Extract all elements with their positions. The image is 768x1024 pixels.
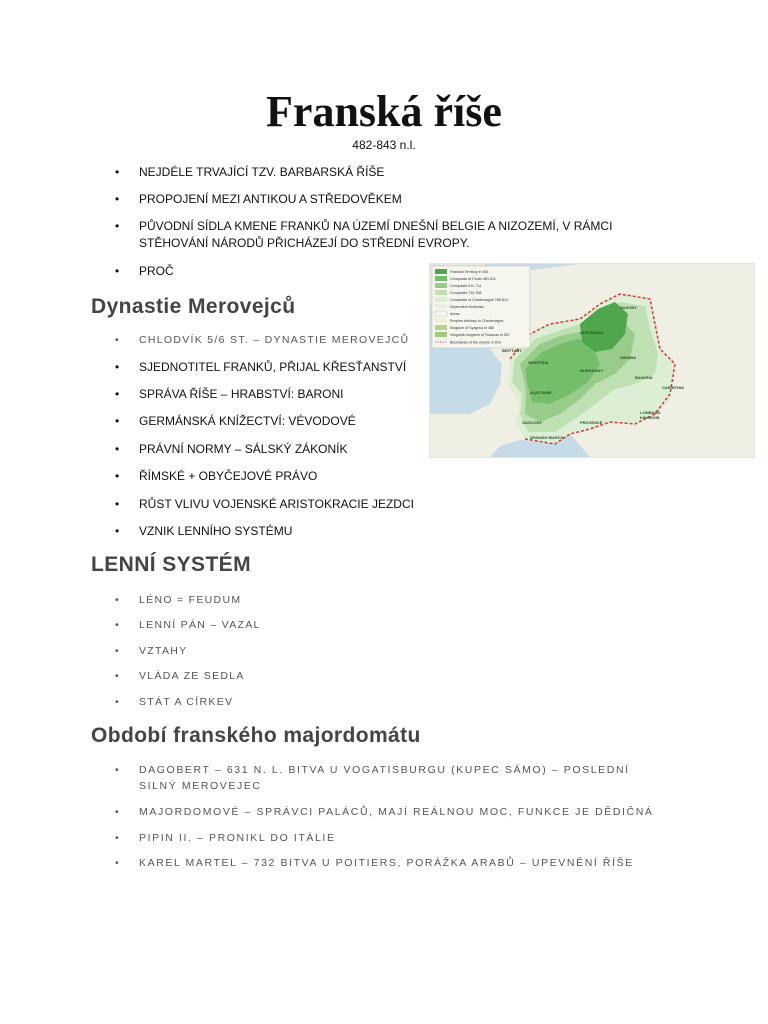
list-item-text: SPRÁVA ŘÍŠE – HRABSTVÍ: BARONI [139,387,344,401]
bullet-icon: • [115,524,120,538]
region-gascony: GASCONY [522,420,543,425]
list-item-text: PROČ [139,264,174,278]
region-swabia: SWABIA [620,355,636,360]
list-item-text: PIPIN II. – PRONIKL DO ITÁLIE [139,832,336,844]
page-title: Franská říše [266,87,502,136]
region-neustria: NEUSTRIA [528,360,549,365]
list-item-text: LÉNO = FEUDUM [139,594,242,606]
list-item-text: PROPOJENÍ MEZI ANTIKOU A STŘEDOVĚKEM [139,192,402,206]
list-item-text: ŘÍMSKÉ + OBYČEJOVÉ PRÁVO [139,469,318,483]
legend-entry-3: Conquests 714-768 [450,291,482,295]
list-item-text: KAREL MARTEL – 732 BITVA U POITIERS, PORÁŽKA ARABŮ – UPEVNĚNÍ ŘÍŠE [139,857,634,869]
legend-entry-4: Conquests of Charlemagne 768-814 [450,298,508,302]
bullet-icon: • [115,469,120,483]
legend-entry-9: Visigothic kingdom of Toulouse in 507 [450,333,511,337]
bullet-icon: • [115,670,120,682]
list-item-text: STÁT A CÍRKEV [139,696,234,708]
legend-entry-1: Conquests of Clovis 481-511 [450,277,496,281]
bullet-icon: • [115,192,120,206]
section-heading-lenni: LENNÍ SYSTÉM [91,553,251,576]
bullet-icon: • [115,594,120,606]
region-burgundy: BURGUNDY [580,368,604,373]
legend-entry-6: Areas [450,312,460,316]
page-subtitle-dates: 482-843 n.l. [352,138,416,152]
list-item-text: VLÁDA ZE SEDLA [139,670,245,682]
list-item-text: VZTAHY [139,645,188,657]
bullet-icon: • [115,387,120,401]
bullet-icon: • [115,442,120,456]
list-item-text: CHLODVÍK 5/6 ST. – DYNASTIE MEROVEJCŮ [139,334,410,346]
bullet-icon: • [115,806,121,818]
bullet-icon: • [115,857,121,869]
list-item-text: DAGOBERT – 631 N. L. BITVA U VOGATISBURGU (KUPEC SÁMO) – POSLEDNÍ SILNÝ MEROVEJEC [139,764,630,792]
section-heading-majordomat: Období franského majordomátu [91,724,421,747]
region-brittany: BRITTANY [502,348,522,353]
bullet-icon: • [115,360,120,374]
bullet-icon: • [115,619,120,631]
list-item-text: SJEDNOTITEL FRANKŮ, PŘIJAL KŘESŤANSTVÍ [139,360,407,374]
region-bavaria: BAVARIA [635,375,653,380]
region-spanish-march: SPANISH MARCH [530,435,564,440]
legend-entry-5: Dependent territories [450,305,484,309]
list-item-text: GERMÁNSKÁ KNÍŽECTVÍ: VÉVODOVÉ [139,414,356,428]
bullet-icon: • [115,696,120,708]
bullet-icon: • [115,497,120,511]
legend-entry-10: Boundaries of the empire in 814 [450,340,501,345]
bullet-icon: • [115,764,121,776]
map-icon [430,264,754,457]
legend-entry-8: Kingdom of Syagrius in 486 [450,326,494,330]
bullet-icon: • [115,165,120,179]
legend-entry-2: Conquests 511-714 [450,284,482,288]
legend-entry-7: Peoples tributary to Charlemagne [450,319,504,323]
list-item-text: PŮVODNÍ SÍDLA KMENE FRANKŮ NA ÚZEMÍ DNEŠNÍ BELGIE A NIZOZEMÍ, V RÁMCI STĚHOVÁNÍ NÁRODŮ PŘICHÁZEJÍ DO STŘEDNÍ EVROPY. [139,219,613,250]
section-heading-merovejci: Dynastie Merovejců [91,295,296,318]
list-item-text: LENNÍ PÁN – VAZAL [139,619,261,631]
region-provence: PROVENCE [580,420,603,425]
region-saxony: SAXONY [620,305,637,310]
list-item-text: NEJDÉLE TRVAJÍCÍ TZV. BARBARSKÁ ŘÍŠE [139,165,385,179]
bullet-icon: • [115,645,120,657]
list-item-text: VZNIK LENNÍHO SYSTÉMU [139,524,293,538]
list-item-text: PRÁVNÍ NORMY – SÁLSKÝ ZÁKONÍK [139,442,348,456]
list-item-text: MAJORDOMOVÉ – SPRÁVCI PALÁCŮ, MAJÍ REÁLNOU MOC, FUNKCE JE DĚDIČNÁ [139,806,654,818]
region-lombard: LOMBARD [640,410,661,415]
region-lombard-2: KINGDOM [640,415,660,420]
region-austrasia: AUSTRASIA [580,330,604,335]
bullet-icon: • [115,219,120,233]
list-item-text: RŮST VLIVU VOJENSKÉ ARISTOKRACIE JEZDCI [139,497,414,511]
region-carinthia: CARINTHIA [662,385,684,390]
bullet-icon: • [115,832,121,844]
region-aquitaine: AQUITAINE [530,390,552,395]
bullet-icon: • [115,264,120,278]
bullet-icon: • [115,414,120,428]
frankish-empire-map [429,263,755,458]
legend-entry-0: Frankish Territory in 481 [450,270,489,274]
bullet-icon: • [115,334,120,346]
